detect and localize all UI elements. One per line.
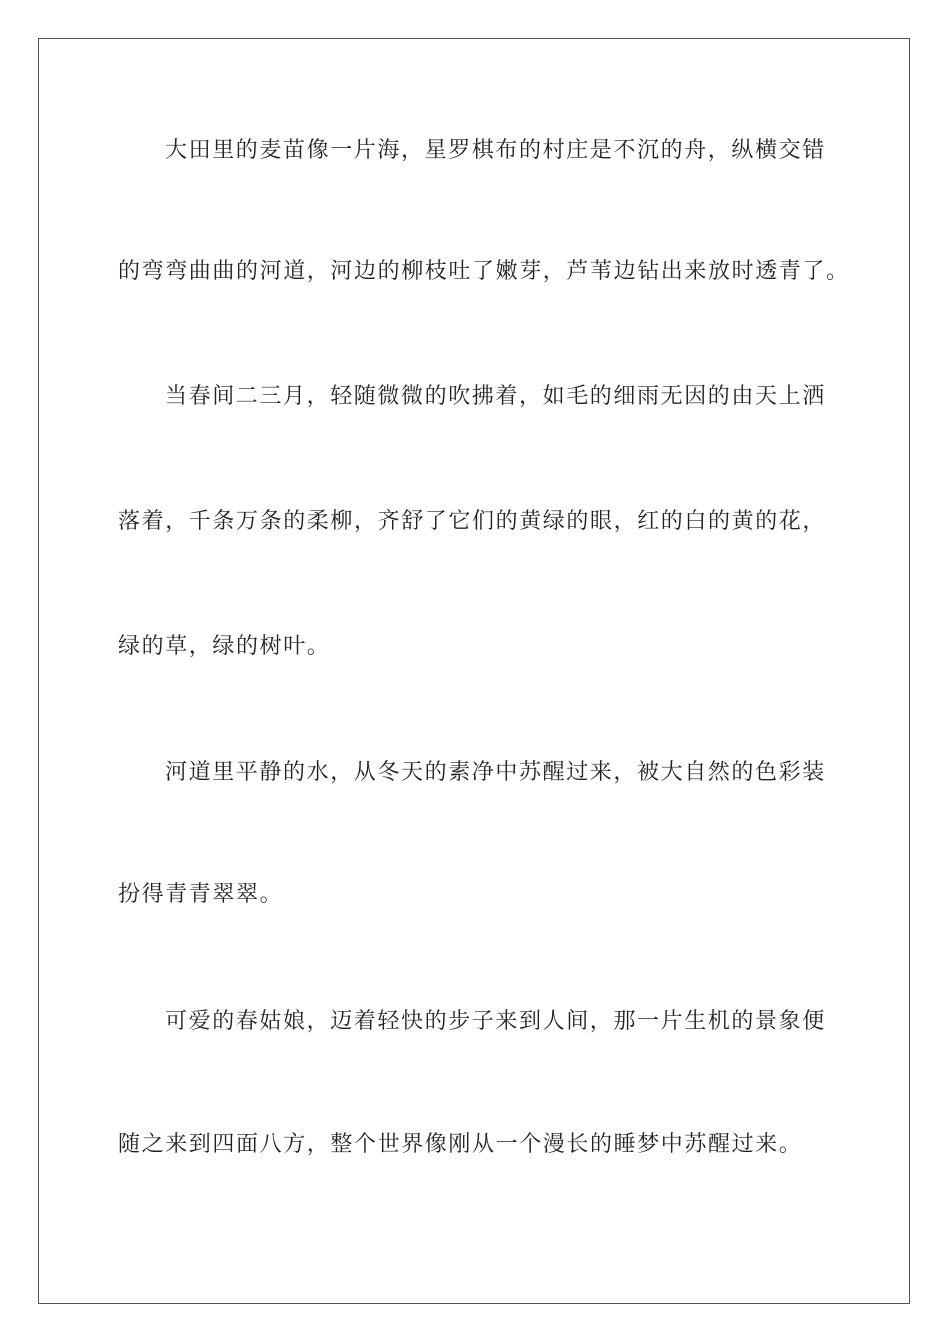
paragraph-1-line-2: 的弯弯曲曲的河道，河边的柳枝吐了嫩芽，芦苇边钻出来放时透青了。 <box>118 259 850 284</box>
paragraph-4-line-1: 可爱的春姑娘，迈着轻快的步子来到人间，那一片生机的景象便 <box>165 1009 826 1034</box>
page-border <box>38 38 910 1304</box>
paragraph-3-line-1: 河道里平静的水，从冬天的素净中苏醒过来，被大自然的色彩装 <box>165 760 826 785</box>
paragraph-2-line-1: 当春间二三月，轻随微微的吹拂着，如毛的细雨无因的由天上洒 <box>165 384 826 409</box>
paragraph-2-line-3: 绿的草，绿的树叶。 <box>118 634 331 659</box>
paragraph-1-line-1: 大田里的麦苗像一片海，星罗棋布的村庄是不沉的舟，纵横交错 <box>165 138 826 163</box>
paragraph-3-line-2: 扮得青青翠翠。 <box>118 882 284 907</box>
paragraph-4-line-2: 随之来到四面八方，整个世界像刚从一个漫长的睡梦中苏醒过来。 <box>118 1132 803 1157</box>
paragraph-2-line-2: 落着，千条万条的柔柳，齐舒了它们的黄绿的眼，红的白的黄的花， <box>118 509 827 534</box>
